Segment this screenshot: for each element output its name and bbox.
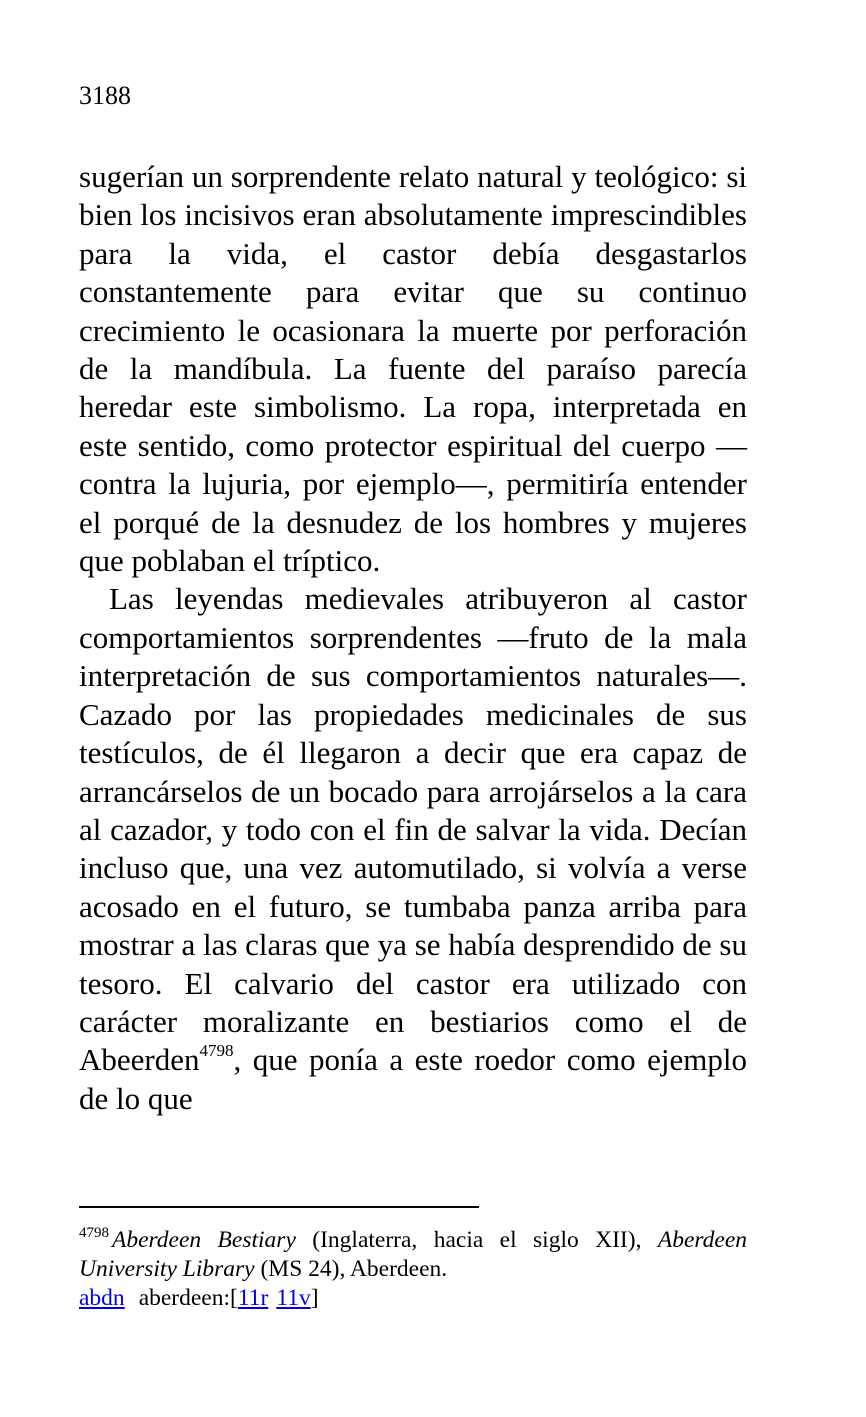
page-number: 3188 bbox=[79, 81, 131, 110]
footnote-text bbox=[79, 1226, 747, 1284]
footnote-reference[interactable]: 4798 bbox=[199, 1041, 234, 1061]
footnote-number: 4798 bbox=[79, 1225, 109, 1241]
footnote-title: Aberdeen Bestiary bbox=[112, 1227, 296, 1253]
footnote-tail: (MS 24), Aberdeen. bbox=[254, 1256, 448, 1282]
links-suffix: ] bbox=[310, 1285, 319, 1311]
footnote bbox=[79, 1226, 747, 1313]
abdn-link[interactable]: abdn bbox=[79, 1285, 125, 1311]
footnote-links bbox=[79, 1284, 747, 1313]
folio-11v-link[interactable]: 11v bbox=[276, 1285, 311, 1311]
links-prefix: aberdeen:[ bbox=[138, 1285, 238, 1311]
footnote-library: Aberdeen University Library bbox=[79, 1227, 748, 1282]
folio-11r-link[interactable]: 11r bbox=[237, 1285, 269, 1311]
paragraph-2-continuation: , que ponía a este roedor como ejemplo de lo que bbox=[79, 1042, 747, 1116]
footnote-divider bbox=[79, 1206, 479, 1208]
main-text bbox=[79, 158, 747, 1118]
paragraph-2 bbox=[79, 580, 747, 1118]
paragraph-1: sugerían un sorprendente relato natural y teológico: si bien los incisivos eran absolutamente imprescindibles para la vida, el castor debía desgastarlos constantemente para evitar que su continuo crecimiento le ocasionara la muerte por perforación de la mandíbula. La fuente del paraíso parecía heredar este simbolismo. La ropa, interpretada en este sentido, como protector espiritual del cuerpo —contra la lujuria, por ejemplo—, permitiría entender el porqué de la desnudez de los hombres y mujeres que poblaban el tríptico. bbox=[79, 159, 747, 579]
paragraph-2-text: Las leyendas medievales atribuyeron al castor comportamientos sorprendentes —fruto de la mala interpretación de sus comportamientos naturales—. Cazado por las propiedades medicinales de sus testículos, de él llegaron a decir que era capaz de arrancárselos de un bocado para arrojárselos a la cara al cazador, y todo con el fin de salvar la vida. Decían incluso que, una vez automutilado, si volvía a verse acosado en el futuro, se tumbaba panza arriba para mostrar a las claras que ya se había desprendido de su tesoro. El calvario del castor era utilizado con carácter moralizante en bestiarios como el de Abeerden bbox=[79, 581, 747, 1078]
footnote-middle: (Inglaterra, hacia el siglo XII), bbox=[295, 1227, 658, 1253]
